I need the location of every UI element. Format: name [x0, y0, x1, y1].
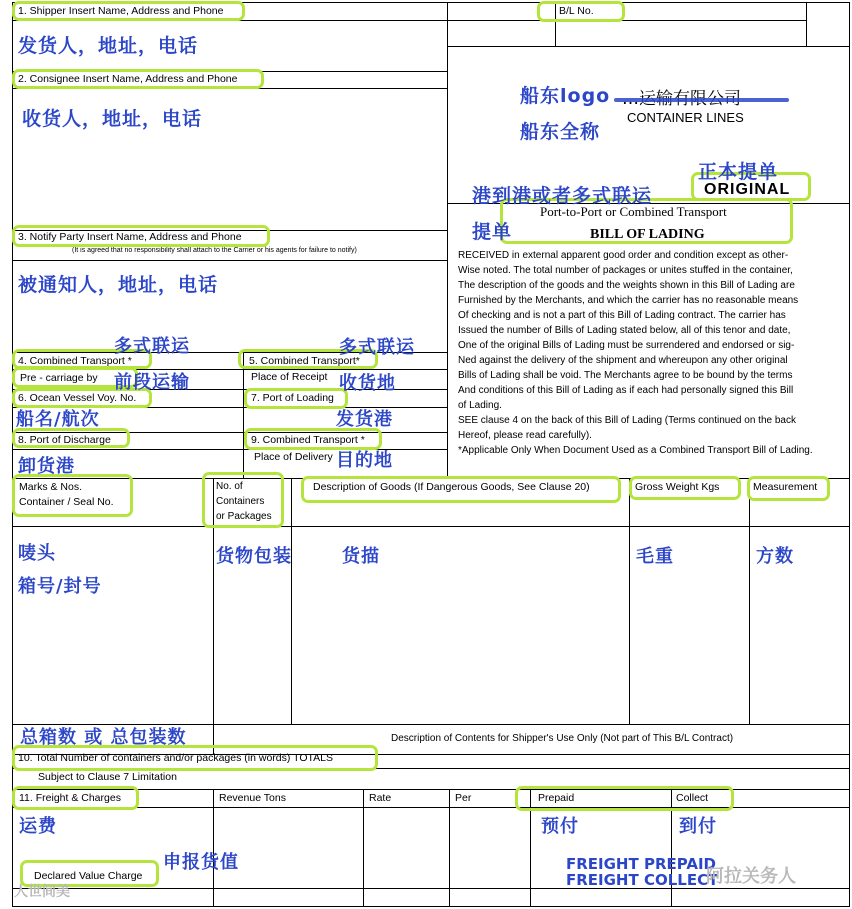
anno-packing: 货物包装 [216, 546, 292, 567]
measurement-label: Measurement [753, 481, 818, 493]
highlight-description [301, 476, 621, 503]
place-of-delivery-label: Place of Delivery [254, 451, 333, 463]
anno-receipt: 收货地 [339, 373, 396, 394]
highlight-marks [12, 474, 133, 517]
highlight-gross [629, 476, 741, 500]
per-label: Per [455, 792, 472, 804]
highlight-measurement [747, 476, 830, 501]
highlight-notify [12, 225, 270, 247]
terms-line: of Lading. [458, 400, 502, 411]
bl-title-line1: Port-to-Port or Combined Transport [540, 204, 727, 219]
terms-line: The description of the goods and the weights shown in this Bill of Lading are [458, 280, 795, 291]
container-seal-label: Container / Seal No. [19, 496, 114, 508]
combined-transport-5-label: 5. Combined Transport* [249, 355, 360, 367]
anno-container-seal: 箱号/封号 [18, 576, 102, 597]
highlight-consignee [12, 69, 264, 89]
terms-line: Ned against the delivery of the shipment and whereupon any other original [458, 355, 788, 366]
description-goods-label: Description of Goods (If Dangerous Goods, See Clause 20) [313, 481, 590, 493]
highlight-packages [202, 472, 284, 528]
shipper-label: 1. Shipper Insert Name, Address and Phone [18, 5, 224, 17]
freight-charges-label: 11. Freight & Charges [19, 792, 121, 804]
port-of-loading-label: 7. Port of Loading [251, 392, 334, 404]
anno-original: 正本提单 [698, 161, 779, 183]
terms-line: *Applicable Only When Document Used as a Combined Transport Bill of Lading. [458, 445, 813, 456]
anno-desc: 货描 [342, 546, 380, 567]
rate-label: Rate [369, 792, 392, 804]
terms-line: Bills of Lading shall be void. The Merchants agree to be bound by the terms [458, 370, 793, 381]
highlight-prepaid-collect [515, 786, 734, 811]
terms-line: Wise noted. The total number of packages or unites stuffed in the container, [458, 265, 793, 276]
highlight-shipper [12, 1, 245, 21]
desc-contents-label: Description of Contents for Shipper's Use Only (Not part of This B/L Contract) [391, 733, 734, 744]
anno-freight-collect: FREIGHT COLLECT [566, 871, 719, 889]
anno-freight-prepaid: FREIGHT PREPAID [566, 855, 716, 873]
terms-line: One of the original Bills of Lading must be surrendered and endorsed or sig- [458, 340, 795, 351]
prepaid-label: Prepaid [538, 792, 575, 804]
pre-carriage-label: Pre - carriage by [20, 372, 98, 384]
containers-label: Containers [216, 496, 265, 507]
anno-declared: 申报货值 [163, 852, 239, 873]
combined-transport-9-label: 9. Combined Transport * [251, 434, 365, 446]
highlight-bl-no [537, 1, 625, 22]
anno-delivery: 目的地 [336, 450, 393, 471]
port-of-discharge-label: 8. Port of Discharge [18, 434, 111, 446]
bl-no-label: B/L No. [559, 5, 594, 17]
terms-line: Of checking and is not a part of this Bill of Lading contract. The carrier has [458, 310, 786, 321]
anno-measure: 方数 [756, 546, 794, 567]
anno-discharge: 卸货港 [18, 456, 75, 477]
notify-label: 3. Notify Party Insert Name, Address and Phone [18, 231, 242, 243]
terms-line: Hereof, please read carefully). [458, 430, 592, 441]
anno-marks: 唛头 [18, 543, 56, 564]
highlight-discharge [12, 428, 130, 448]
declared-value-label: Declared Value Charge [34, 870, 143, 882]
highlight-freight [12, 786, 139, 810]
carrier-name-cn [622, 84, 741, 109]
anno-loading: 发货港 [336, 409, 393, 430]
terms-line: Furnished by the Merchants, and which the carrier has no reasonable means [458, 295, 799, 306]
anno-notify: 被通知人，地址，电话 [18, 274, 219, 296]
watermark-right: 阿拉关务人 [706, 866, 796, 886]
ocean-vessel-label: 6. Ocean Vessel Voy. No. [18, 392, 137, 404]
anno-multimodal-5: 多式联运 [339, 337, 415, 358]
terms-line: Issued the number of Bills of Lading stated below, all of this tenor and date, [458, 325, 791, 336]
collect-label: Collect [676, 792, 709, 804]
anno-multimodal-4: 多式联运 [114, 336, 190, 357]
anno-carrier-name: 船东全称 [520, 121, 601, 143]
anno-carrier-logo: 船东logo [520, 85, 611, 107]
terms-line: RECEIVED in external apparent good order and condition except as other- [458, 250, 789, 261]
highlight-loading [244, 388, 348, 409]
combined-transport-4-label: 4. Combined Transport * [18, 355, 132, 367]
gross-weight-label: Gross Weight Kgs [635, 481, 720, 493]
marks-nos-label: Marks & Nos. [19, 481, 83, 493]
notify-note: (It is agreed that no responsibility shall attach to the Carrier or his agents for failure to notify) [72, 247, 357, 254]
anno-bl: 提单 [472, 221, 513, 243]
terms-line: And conditions of this Bill of Lading as if each had personally signed this Bill [458, 385, 794, 396]
original-mark: ORIGINAL [704, 181, 791, 198]
anno-totals: 总箱数 或 总包装数 [20, 727, 187, 748]
watermark-left: 人世间美 [14, 883, 70, 899]
revenue-tons-label: Revenue Tons [219, 792, 286, 804]
carrier-logo-stroke [614, 98, 789, 102]
anno-pre-carriage: 前段运输 [114, 372, 190, 393]
bl-title-line2: BILL OF LADING [590, 227, 705, 242]
anno-shipper: 发货人，地址，电话 [18, 35, 199, 57]
anno-prepaid: 预付 [541, 816, 579, 837]
anno-freight: 运费 [19, 816, 57, 837]
no-of-label: No. of [216, 481, 243, 492]
or-packages-label: or Packages [216, 511, 272, 522]
anno-vessel: 船名/航次 [16, 409, 100, 430]
anno-consignee: 收货人，地址，电话 [22, 108, 203, 130]
carrier-lines: CONTAINER LINES [627, 110, 744, 125]
place-of-receipt-label: Place of Receipt [251, 371, 328, 383]
anno-gross: 毛重 [636, 546, 674, 567]
terms-line: SEE clause 4 on the back of this Bill of Lading (Terms continued on the back [458, 415, 796, 426]
anno-collect: 到付 [679, 816, 717, 837]
subject-clause-label: Subject to Clause 7 Limitation [38, 771, 177, 783]
consignee-label: 2. Consignee Insert Name, Address and Phone [18, 73, 238, 85]
total-containers-label: 10. Total Number of containers and/or packages (in words) TOTALS [18, 752, 333, 764]
anno-p2p: 港到港或者多式联运 [472, 185, 653, 207]
